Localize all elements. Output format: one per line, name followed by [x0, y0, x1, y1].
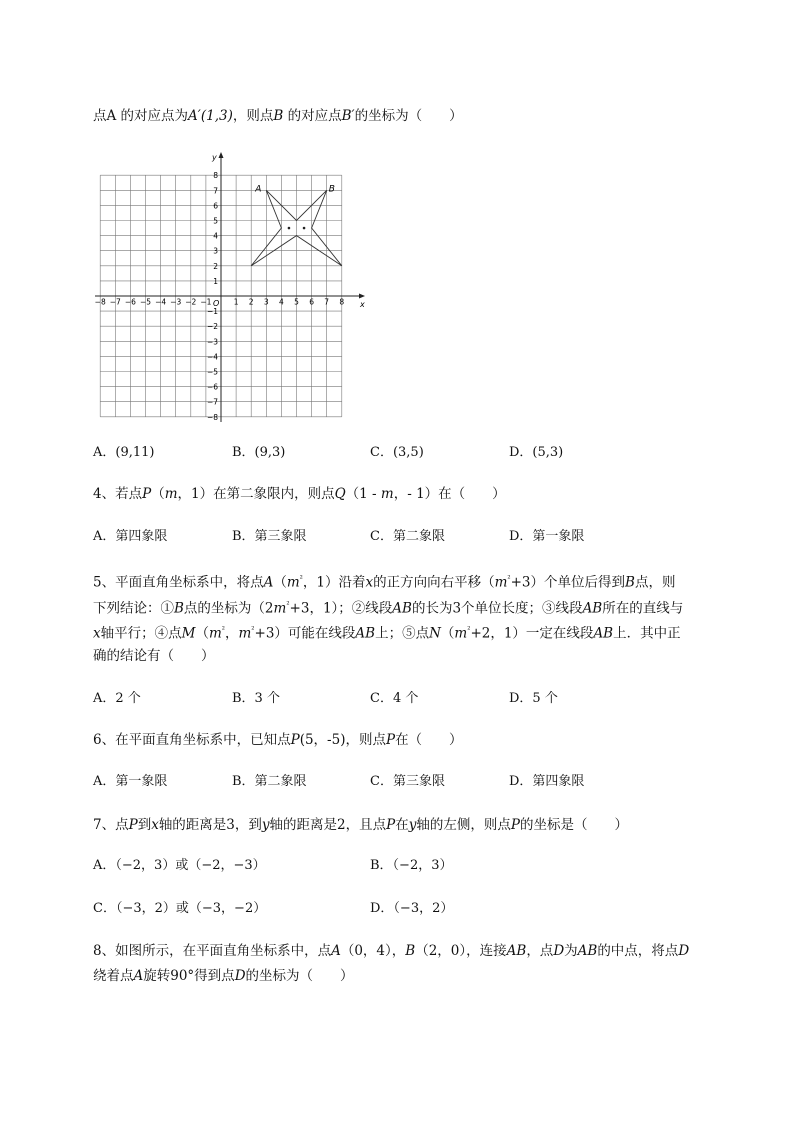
- x-tick-label: −1: [200, 297, 212, 307]
- q6-stem: 6、在平面直角坐标系中，已知点P(5，-5)，则点P在（ ）: [93, 732, 463, 748]
- x-tick-label: −4: [155, 297, 167, 307]
- x-tick-label: 2: [248, 297, 254, 307]
- x-tick-label: 1: [233, 297, 239, 307]
- center-dot: [288, 227, 291, 230]
- x-tick-label: 6: [309, 297, 314, 307]
- y-tick-label: 2: [213, 261, 218, 271]
- q5-option-a[interactable]: A．2 个: [93, 691, 141, 706]
- q5-line-3: x轴平行；④点$M(m^{^2}$，$m^{^2}+3$）可能在线段AB上；⑤点$N(m^{^2}+2$，1）一定在线段AB上．其中正: [93, 625, 681, 642]
- q7-stem: 7、点P到x轴的距离是3，到y轴的距离是2，且点P在y轴的左侧，则点P的坐标是（ ）: [93, 817, 628, 833]
- q3-option-c[interactable]: C．(3,5): [370, 445, 424, 460]
- q3-option-a[interactable]: A．(9,11): [93, 445, 155, 460]
- origin-label: O: [213, 299, 220, 308]
- q7-option-a[interactable]: A．（−2，3）或（−2，−3）: [93, 858, 266, 873]
- x-tick-label: 7: [324, 297, 330, 307]
- y-tick-label: −2: [206, 322, 218, 332]
- y-tick-label: 5: [213, 216, 218, 226]
- q6-option-c[interactable]: C．第三象限: [370, 774, 445, 789]
- q6-option-a[interactable]: A．第一象限: [93, 774, 168, 789]
- y-tick-label: 4: [213, 231, 218, 241]
- q5-line-2: 下列结论：①B点的坐标为（$2m^{^2}+3$，1）；②线段AB的长为3个单位长度；③线段AB所在的直线与: [93, 600, 684, 617]
- y-tick-label: −4: [206, 352, 218, 362]
- q5-line-4: 确的结论有（ ）: [93, 648, 215, 664]
- point-a-label: A: [255, 184, 262, 195]
- q8-line-1: 8、如图所示，在平面直角坐标系中，点A（0，4），B（2，0），连接AB，点D为AB的中点，将点D: [93, 943, 690, 959]
- q5-option-b[interactable]: B．3 个: [232, 691, 280, 706]
- x-tick-label: −5: [139, 297, 152, 307]
- y-tick-label: 3: [213, 246, 218, 256]
- x-tick-label: 3: [263, 297, 269, 307]
- y-tick-label: −8: [206, 412, 218, 422]
- y-tick-label: 8: [213, 171, 218, 181]
- x-tick-label: −3: [170, 297, 182, 307]
- q4-option-a[interactable]: A．第四象限: [93, 529, 168, 544]
- x-tick-label: −2: [185, 297, 197, 307]
- q4-option-d[interactable]: D．第一象限: [509, 529, 585, 544]
- point-b-label: B: [328, 184, 335, 195]
- q6-option-d[interactable]: D．第四象限: [509, 774, 585, 789]
- q3-option-d[interactable]: D．(5,3): [509, 445, 564, 460]
- q6-option-b[interactable]: B．第二象限: [232, 774, 307, 789]
- x-tick-label: 5: [294, 297, 299, 307]
- y-tick-label: −7: [206, 397, 218, 407]
- x-tick-label: −8: [95, 297, 106, 307]
- q3-option-b[interactable]: B．(9,3): [232, 445, 286, 460]
- q7-option-b[interactable]: B．（−2，3）: [370, 858, 453, 873]
- x-tick-label: 4: [279, 297, 284, 307]
- x-axis-arrow: [359, 294, 365, 299]
- x-tick-label: 8: [339, 297, 345, 307]
- center-dot: [303, 227, 306, 230]
- y-tick-label: −3: [206, 337, 218, 347]
- y-axis-label: y: [212, 153, 217, 162]
- y-tick-label: 6: [213, 201, 218, 211]
- q7-option-d[interactable]: D．（−3，2）: [370, 901, 454, 916]
- q5-option-d[interactable]: D．5 个: [509, 691, 558, 706]
- x-tick-label: −6: [124, 297, 136, 307]
- coordinate-grid-figure: [95, 150, 375, 425]
- q3-stem: 点A 的对应点为A′(1,3)，则点B 的对应点B′的坐标为（ ）: [93, 108, 463, 124]
- q7-option-c[interactable]: C．（−3，2）或（−3，−2）: [93, 901, 267, 916]
- q5-line-1: 5、平面直角坐标系中，将点$A(m^{^2}$，1）沿着x的正方向向右平移$(m^{^2}+3)$个单位后得到B点，则: [93, 574, 676, 591]
- q4-option-c[interactable]: C．第二象限: [370, 529, 445, 544]
- x-tick-label: −7: [109, 297, 121, 307]
- y-tick-label: 1: [213, 276, 218, 286]
- x-axis-label: x: [360, 300, 365, 309]
- y-tick-label: 7: [213, 186, 218, 196]
- y-axis-arrow: [219, 152, 224, 158]
- q8-line-2: 绕着点A旋转90°得到点D的坐标为（ ）: [93, 968, 354, 984]
- q4-option-b[interactable]: B．第三象限: [232, 529, 307, 544]
- y-tick-label: −6: [206, 382, 218, 392]
- y-tick-label: −5: [206, 367, 218, 377]
- y-tick-label: −1: [206, 307, 218, 317]
- q4-stem: 4、若点P（m，1）在第二象限内，则点Q（1 - m，- 1）在（ ）: [93, 486, 506, 502]
- q5-option-c[interactable]: C．4 个: [370, 691, 419, 706]
